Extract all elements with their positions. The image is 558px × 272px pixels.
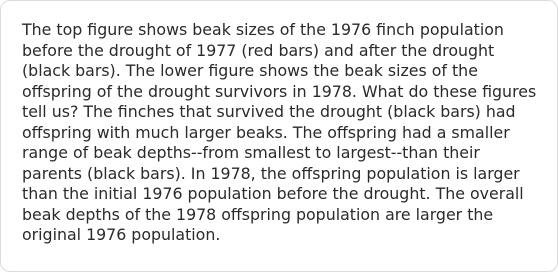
question-text: The top figure shows beak sizes of the 1976 finch population before the drought of 1977 (red bars) and after the drought (black bars). The lower figure shows the beak sizes of the offspring of the drought survivors in 1978. What do these figures tell us? The finches that survived the drought (black bars) had offspring with much larger beaks. The offspring had a smaller range of beak depths--from smallest to largest--than their parents (black bars). In 1978, the offspring population is larger than the initial 1976 population before the drought. The overall beak depths of the 1978 offspring population are larger the original 1976 population. — [22, 20, 537, 244]
